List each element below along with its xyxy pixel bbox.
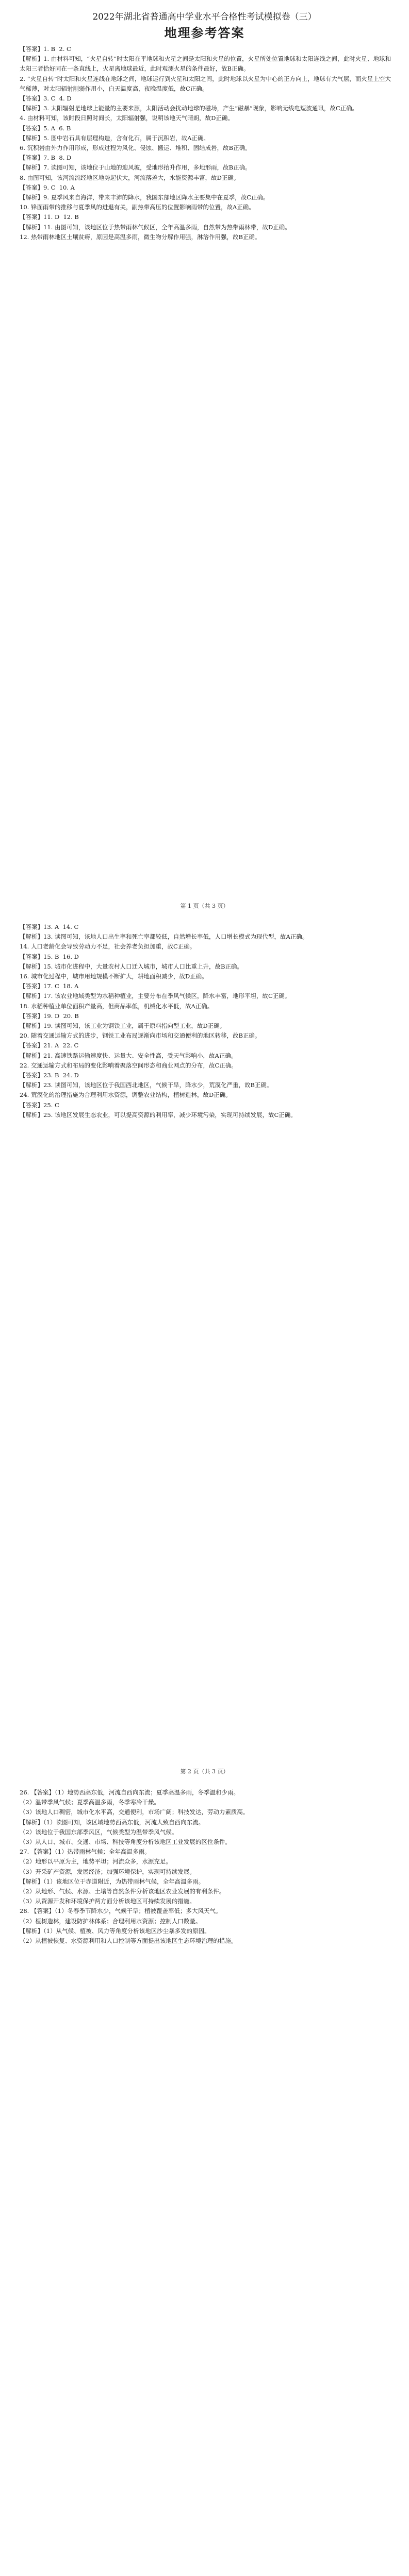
page-2-text: 【答案】13. A 14. C 【解析】13. 读图可知，该地人口出生率和死亡率都较低，自然增长率低，人口增长模式为现代型，故A正确。 14. 人口老龄化会导致劳动力不足，社会养老负担加重，故C正确。 【答案】15. B 16. D 【解析】15. 城市化进程中，大量农村人口迁入城市，城市人口比重上升，故B正确。 16. 城市化过程中，城市用地规模不断扩大，耕地面积减少，故D正确。 【答案】17. C 18. A 【解析】17. 该农业地域类型为水稻种植业，主要分布在季风气候区，降水丰富，地形平坦，故C正确。 18. 水稻种植业单位面积产量高，但商品率低，机械化水平低，故A正确。 【答案】19. D 20. B 【解析】19. 读图可知，该工业为钢铁工业，属于原料指向型工业，故D正确。 20. 随着交通运输方式的进步，钢铁工业布局逐渐向市场和交通便利的地区转移，故B正确。 【答案】21. A 22. C 【解析】21. 高速铁路运输速度快、运量大、安全性高，受天气影响小，故A正确。 22. 交通运输方式和布局的变化影响着聚落空间形态和商业网点的分布，故C正确。 【答案】23. B 24. D 【解析】23. 读图可知，该地区位于我国西北地区，气候干旱，降水少，荒漠化严重，故B正确。 24. 荒漠化的治理措施为合理利用水资源，调整农业结构，植树造林，故D正确。 【答案】25. C 【解析】25. 该地区发展生态农业，可以提高资源的利用率，减少环境污染，实现可持续发展，故C正确。 (20, 923, 308, 1118)
document-title: 地理参考答案 (164, 25, 245, 40)
page-2-footer: 第 2 页（共 3 页） (180, 1768, 229, 1775)
page-1-footer: 第 1 页（共 3 页） (180, 903, 229, 909)
page-3-text: 26. 【答案】（1）地势西高东低，河流自西向东流；夏季高温多雨，冬季温和少雨。 （2）温带季风气候；夏季高温多雨，冬季寒冷干燥。 （3）该地人口稠密，城市化水平高，交通便利，市场广阔；科技发达，劳动力素质高。 【解析】（1）读图可知，该区域地势西高东低，河流大致自西向东流。 （2）该地位于我国东部季风区，气候类型为温带季风气候。 （3）从人口、城市、交通、市场、科技等角度分析该地区工业发展的区位条件。 27. 【答案】（1）热带雨林气候；全年高温多雨。 （2）地形以平原为主，地势平坦；河流众多，水源充足。 （3）开采矿产资源，发展经济；加强环境保护，实现可持续发展。 【解析】（1）该地区位于赤道附近，为热带雨林气候，全年高温多雨。 （2）从地形、气候、水源、土壤等自然条件分析该地区农业发展的有利条件。 （3）从资源开发和环境保护两方面分析该地区可持续发展的措施。 28. 【答案】（1）冬春季节降水少，气候干旱；植被覆盖率低；多大风天气。 （2）植树造林，建设防护林体系；合理利用水资源；控制人口数量。 【解析】（1）从气候、植被、风力等角度分析该地区沙尘暴多发的原因。 （2）从植被恢复、水资源利用和人口控制等方面提出该地区生态环境治理的措施。 (20, 1789, 249, 1945)
exam-title: 2022年湖北省普通高中学业水平合格性考试模拟卷（三） (92, 12, 317, 22)
page-1-text: 【答案】1. B 2. C 【解析】1. 由材料可知，“火星自转”时太阳在平地球和火星之间是太阳和火星的位置，火星所处位置地球和太阳连线之间，此时火星、地球和太阳三者恰好同在一条直线上，火星离地球最近，此时观测火星的条件最好，故B正确。 2. “火星自转”时太阳和火星连线在地球之间，地球运行到火星和太阳之间，此时地球以火星为中心的正方向上，地球有大气层，而火星上空大气稀薄，对太阳辐射削弱作用小，白天温度高，夜晚温度低，故C正确。 【答案】3. C 4. D 【解析】3. 太阳辐射是地球上能量的主要来源，太阳活动会扰动地球的磁场，产生“磁暴”现象，影响无线电短波通讯，故C正确。 4. 由材料可知，该时段日照时间长，太阳辐射强，说明该地天气晴朗，故D正确。 【答案】5. A 6. B 【解析】5. 图中岩石具有层理构造，含有化石，属于沉积岩，故A正确。 6. 沉积岩由外力作用形成，形成过程为风化、侵蚀、搬运、堆积、固结成岩，故B正确。 【答案】7. B 8. D 【解析】7. 读图可知，该地位于山地的迎风坡，受地形抬升作用，多地形雨，故B正确。 8. 由图可知，该河流流经地区地势起伏大，河流落差大，水能资源丰富，故D正确。 【答案】9. C 10. A 【解析】9. 夏季风来自海洋，带来丰沛的降水，我国东部地区降水主要集中在夏季，故C正确。 10. 锋面雨带的推移与夏季风的进退有关，副热带高压的位置影响雨带的位置，故A正确。 【答案】11. D 12. B 【解析】11. 由图可知，该地区位于热带雨林气候区，全年高温多雨，自然带为热带雨林带，故D正确。 12. 热带雨林地区土壤贫瘠，原因是高温多雨，微生物分解作用强，淋溶作用强，故B正确。 (20, 45, 391, 241)
